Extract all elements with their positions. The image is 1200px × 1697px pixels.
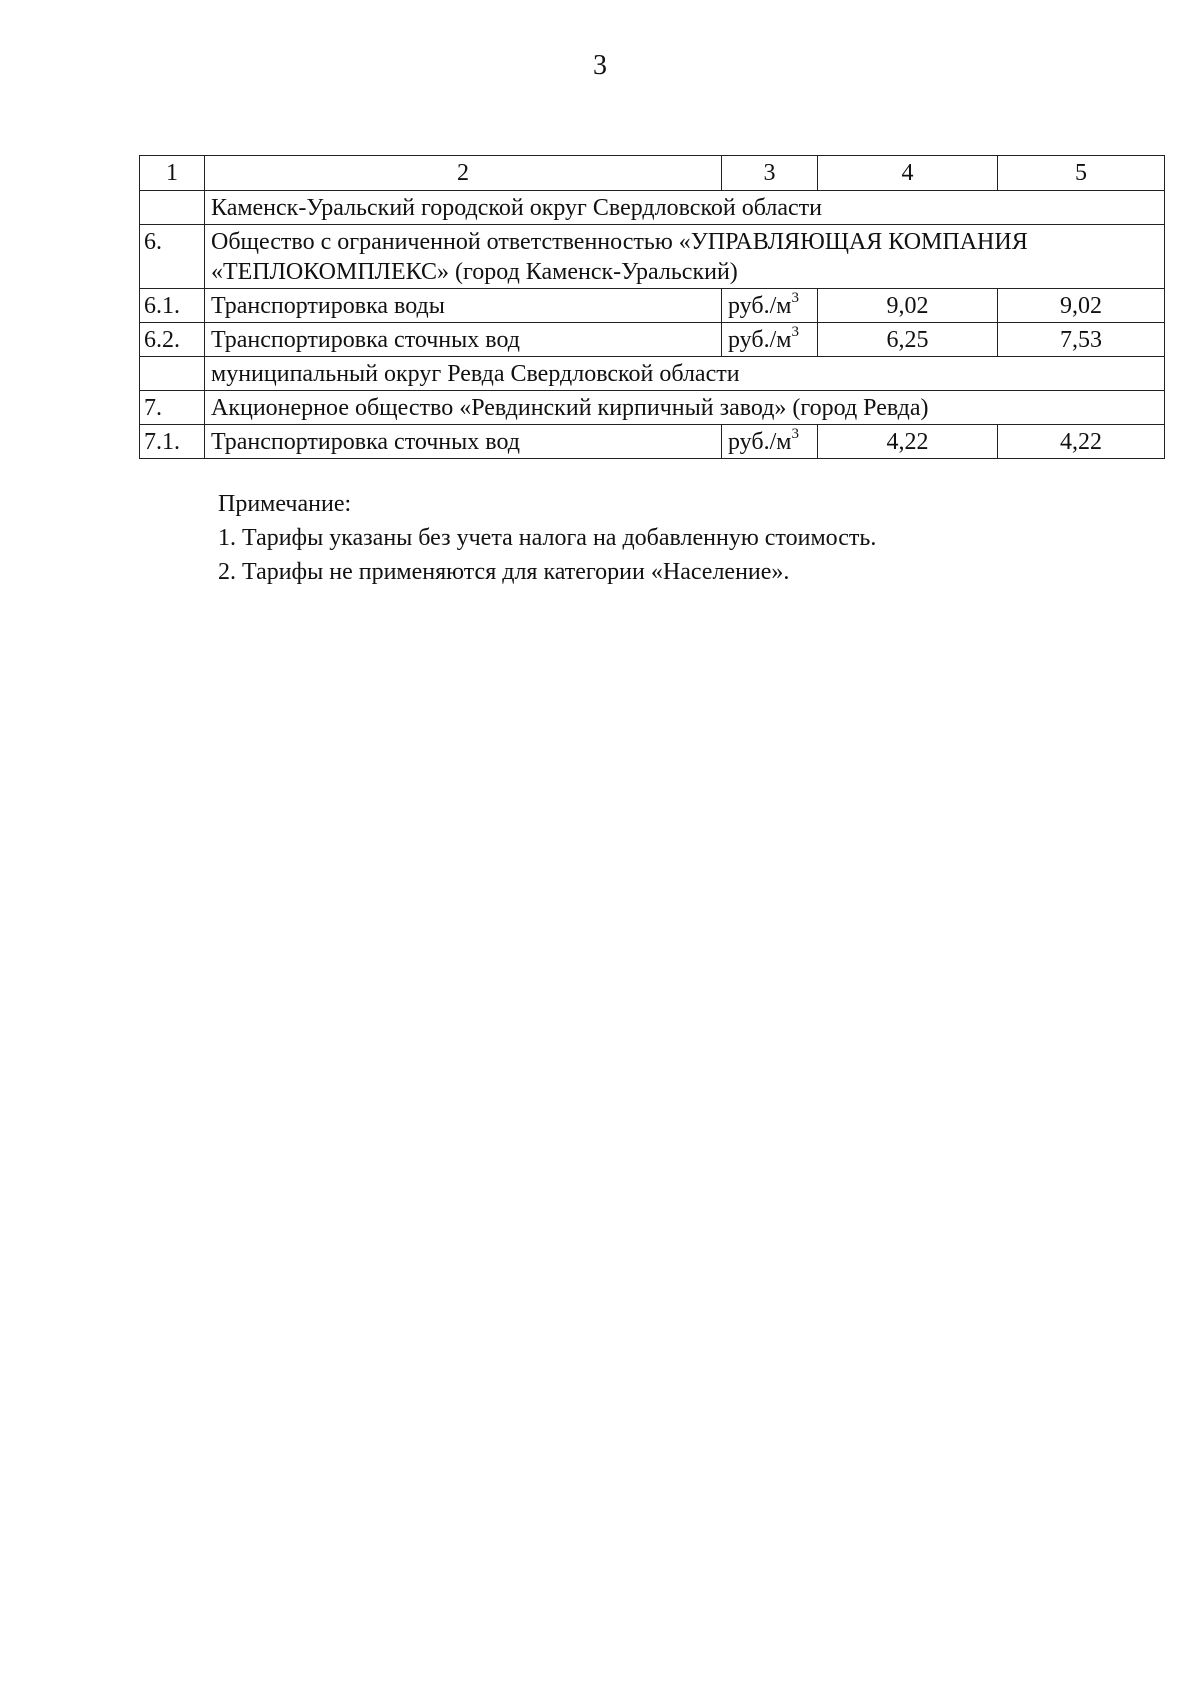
table-row <box>140 425 1165 459</box>
notes-title: Примечание: <box>218 491 352 517</box>
row-number: 7. <box>140 391 205 425</box>
row-number: 6.2. <box>140 323 205 357</box>
unit-cell <box>722 323 818 357</box>
district-name: Каменск-Уральский городской округ Свердловской области <box>205 191 1165 225</box>
header-cell: 2 <box>205 156 722 191</box>
unit-text: руб./м <box>728 327 792 353</box>
service-name: Транспортировка сточных вод <box>205 425 722 459</box>
unit-text: руб./м <box>728 429 792 455</box>
district-name: муниципальный округ Ревда Свердловской области <box>205 357 1165 391</box>
table-header-row <box>140 156 1165 191</box>
unit-cell <box>722 425 818 459</box>
tariff-value-2: 9,02 <box>998 289 1165 323</box>
page-number: 3 <box>593 50 607 81</box>
table-row <box>140 289 1165 323</box>
organization-name: Акционерное общество «Ревдинский кирпичный завод» (город Ревда) <box>205 391 1165 425</box>
row-number: 7.1. <box>140 425 205 459</box>
tariff-value-1: 6,25 <box>818 323 998 357</box>
note-item: 2. Тарифы не применяются для категории «Население». <box>218 559 790 585</box>
unit-cell <box>722 289 818 323</box>
district-row <box>140 357 1165 391</box>
header-cell: 5 <box>998 156 1165 191</box>
notes <box>218 487 876 589</box>
tariff-value-1: 9,02 <box>818 289 998 323</box>
unit-text: руб./м <box>728 293 792 319</box>
empty-cell <box>140 357 205 391</box>
tariff-table <box>139 155 1165 459</box>
header-cell: 3 <box>722 156 818 191</box>
empty-cell <box>140 191 205 225</box>
district-row <box>140 191 1165 225</box>
unit-superscript: 3 <box>791 290 799 306</box>
header-cell: 1 <box>140 156 205 191</box>
tariff-value-2: 7,53 <box>998 323 1165 357</box>
header-cell: 4 <box>818 156 998 191</box>
row-number: 6. <box>140 225 205 289</box>
service-name: Транспортировка сточных вод <box>205 323 722 357</box>
unit-superscript: 3 <box>791 426 799 442</box>
note-item: 1. Тарифы указаны без учета налога на добавленную стоимость. <box>218 525 877 551</box>
organization-row <box>140 391 1165 425</box>
service-name: Транспортировка воды <box>205 289 722 323</box>
table-row <box>140 323 1165 357</box>
tariff-value-1: 4,22 <box>818 425 998 459</box>
organization-name: Общество с ограниченной ответственностью «УПРАВЛЯЮЩАЯ КОМПАНИЯ «ТЕПЛОКОМПЛЕКС» (город Каменск-Уральский) <box>205 225 1165 289</box>
tariff-value-2: 4,22 <box>998 425 1165 459</box>
row-number: 6.1. <box>140 289 205 323</box>
unit-superscript: 3 <box>791 324 799 340</box>
organization-row <box>140 225 1165 289</box>
